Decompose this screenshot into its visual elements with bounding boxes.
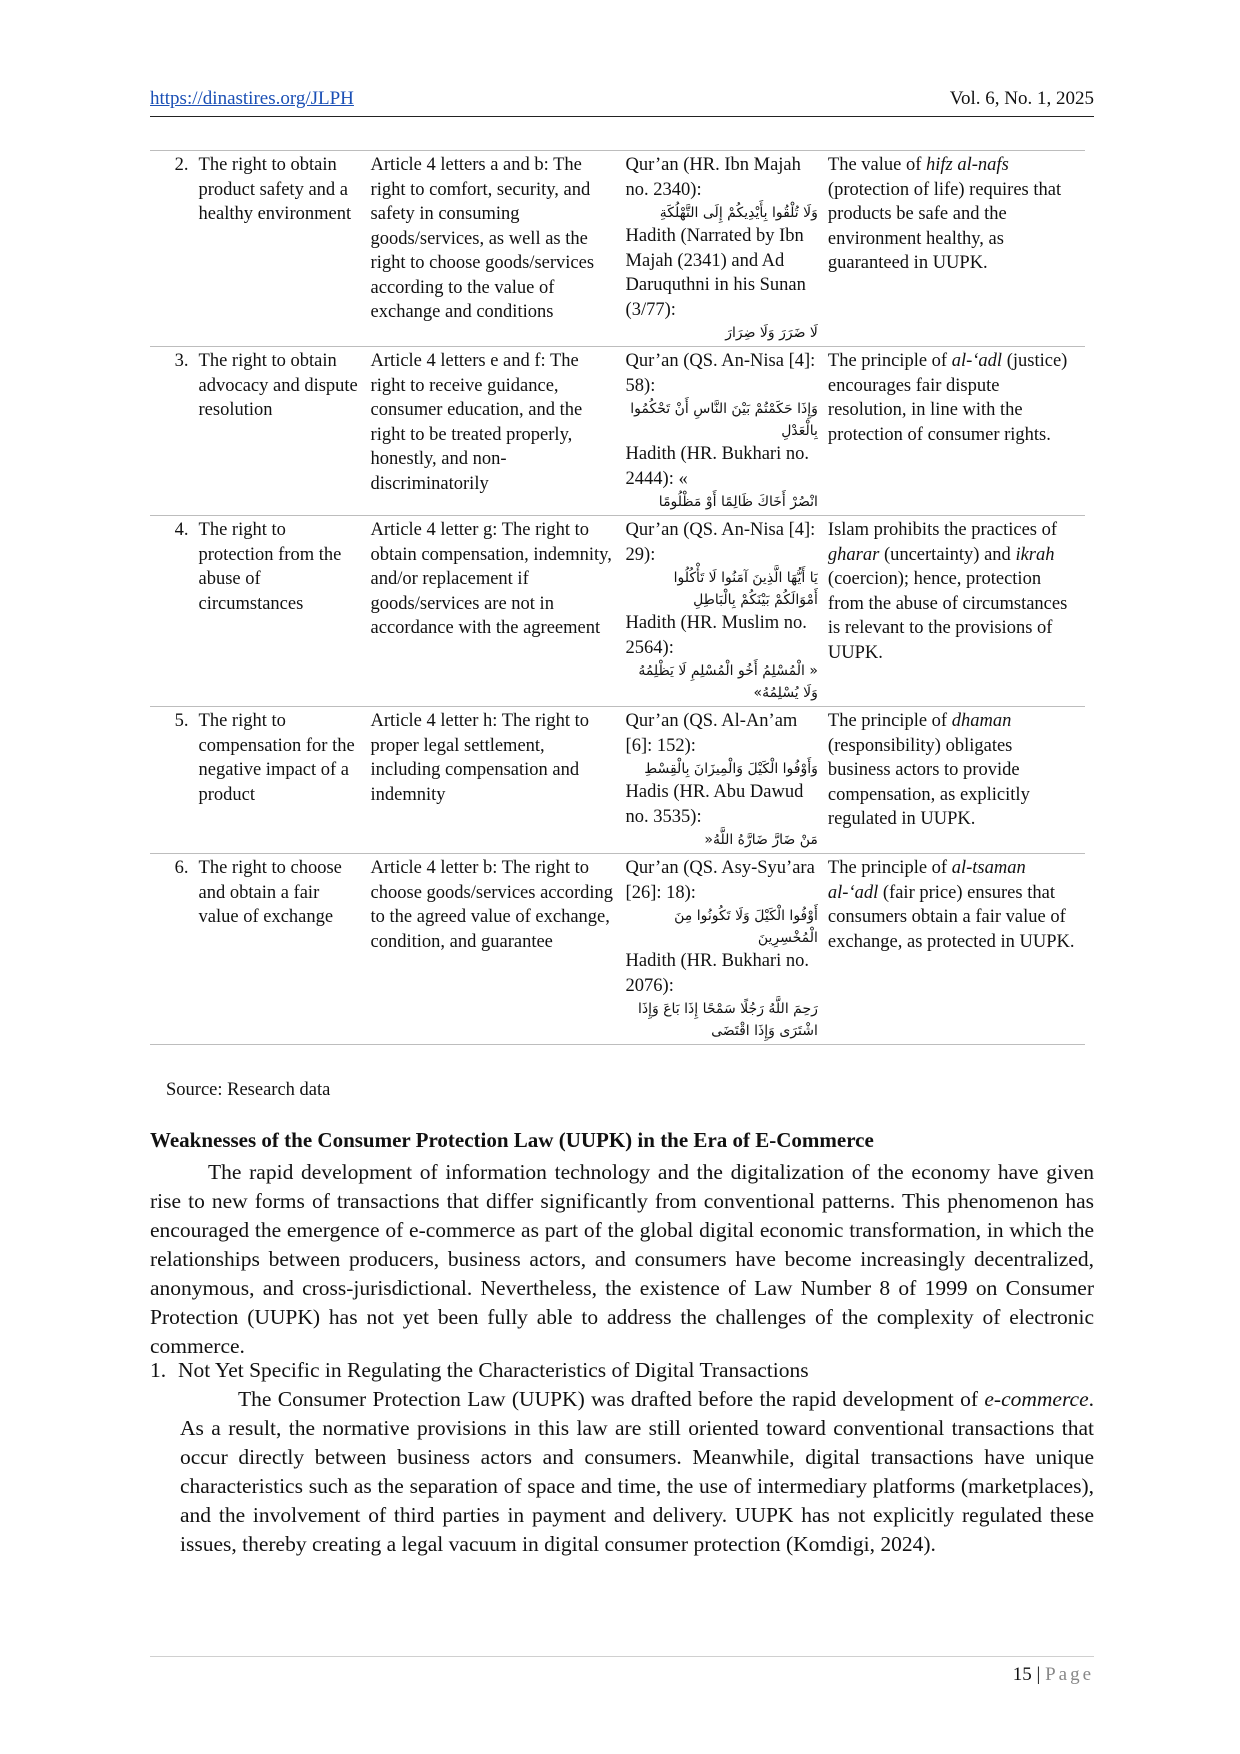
uupk-article-cell: Article 4 letters a and b: The right to comfort, security, and safety in consuming goods/services, as well as the right to choose goods/services according to the value of exchange and conditions (367, 151, 622, 347)
quran-arabic-text: أَوْفُوا الْكَيْلَ وَلَا تَكُونُوا مِنَ الْمُخْسِرِينَ (674, 908, 818, 946)
row-number: 4. (150, 516, 195, 707)
hadith-reference: Hadith (Narrated by Ibn Majah (2341) and Ad Daruquthni in his Sunan (3/77): (625, 226, 806, 320)
consumer-right-cell: The right to choose and obtain a fair value of exchange (195, 854, 367, 1045)
table-row (150, 707, 1085, 854)
uupk-article-cell: Article 4 letter g: The right to obtain compensation, indemnity, and/or replacement if goods/services are not in accordance with the agreement (367, 516, 622, 707)
islamic-source-cell (622, 854, 824, 1045)
value-term: dhaman (951, 711, 1012, 731)
hadith-reference: Hadith (HR. Bukhari no. 2444): « (625, 444, 809, 489)
islamic-value-cell: The value of hifz al-nafs (protection of life) requires that products be safe and the environment healthy, as guaranteed in UUPK. (824, 151, 1085, 347)
consumer-right-cell: The right to compensation for the negative impact of a product (195, 707, 367, 854)
table-row (150, 854, 1085, 1045)
page-footer (1013, 1664, 1094, 1686)
hadith-reference: Hadith (HR. Muslim no. 2564): (625, 613, 807, 658)
hadith-arabic-text: لَا ضَرَرَ وَلَا ضِرَارَ (725, 325, 818, 341)
islamic-value-cell: The principle of al-‘adl (justice) encourages fair dispute resolution, in line with the protection of consumer rights. (824, 347, 1085, 516)
quran-arabic-text: وَإِذَا حَكَمْتُمْ بَيْنَ النَّاسِ أَنْ تَحْكُمُوا بِالْعَدْلِ (630, 401, 818, 439)
rights-comparison-table (150, 150, 1085, 1045)
row-number: 2. (150, 151, 195, 347)
value-term: gharar (827, 544, 880, 565)
quran-reference: Qur’an (QS. Asy-Syu’ara [26]: 18): (625, 858, 815, 903)
journal-url-link[interactable]: https://dinastires.org/JLPH (150, 88, 354, 109)
islamic-value-cell: Islam prohibits the practices of gharar (uncertainty) and ikrah (coercion); hence, protection from the abuse of circumstances is relevant to the provisions of UUPK. (824, 516, 1085, 707)
quran-arabic-text: وَلَا تُلْقُوا بِأَيْدِيكُمْ إِلَى التَّهْلُكَةِ (659, 205, 818, 221)
islamic-value-cell: The principle of al-tsaman al-‘adl (fair price) ensures that consumers obtain a fair value of exchange, as protected in UUPK. (824, 854, 1085, 1045)
quran-reference: Qur’an (QS. An-Nisa [4]: 29): (625, 520, 816, 565)
islamic-value-cell: The principle of dhaman (responsibility) obligates business actors to provide compensation, as explicitly regulated in UUPK. (824, 707, 1085, 854)
hadith-arabic-text: رَحِمَ اللَّهُ رَجُلًا سَمْحًا إِذَا بَاعَ وَإِذَا اشْتَرَى وَإِذَا اقْتَضَى (637, 1001, 818, 1039)
section-paragraph: The rapid development of information technology and the digitalization of the economy have given rise to new forms of transactions that differ significantly from conventional patterns. This phenomenon has encouraged the emergence of e-commerce as part of the global digital economic transformation, in which the relationships between producers, business actors, and consumers have become increasingly decentralized, anonymous, and cross-jurisdictional. Nevertheless, the existence of Law Number 8 of 1999 on Consumer Protection (UUPK) has not yet been fully able to address the challenges of the complexity of electronic commerce. (150, 1160, 1094, 1358)
hadith-arabic-text: مَنْ ضَارَّ ضَارَّهُ اللَّهُ« (704, 832, 818, 848)
table-row (150, 516, 1085, 707)
section-heading: Weaknesses of the Consumer Protection Law (UUPK) in the Era of E-Commerce (150, 1128, 874, 1152)
table-row (150, 347, 1085, 516)
page-separator: | (1036, 1664, 1041, 1685)
value-term-2: ikrah (1015, 544, 1055, 565)
list-item-heading (150, 1356, 809, 1385)
consumer-right-cell: The right to obtain advocacy and dispute resolution (195, 347, 367, 516)
list-item-number: 1. (150, 1358, 167, 1382)
hadith-arabic-text: « الْمُسْلِمُ أَخُو الْمُسْلِمِ لَا يَظْلِمُهُ وَلَا يُسْلِمُهُ» (638, 663, 818, 701)
row-number: 6. (150, 854, 195, 1045)
value-term: hifz al-nafs (926, 155, 1009, 175)
page-label: Page (1045, 1664, 1094, 1685)
volume-info: Vol. 6, No. 1, 2025 (949, 88, 1094, 109)
uupk-article-cell: Article 4 letter h: The right to proper legal settlement, including compensation and indemnity (367, 707, 622, 854)
hadith-arabic-text: انْصُرْ أَخَاكَ ظَالِمًا أَوْ مَظْلُومًا (658, 494, 818, 510)
list-item-title: Not Yet Specific in Regulating the Characteristics of Digital Transactions (178, 1358, 809, 1382)
hadith-reference: Hadis (HR. Abu Dawud no. 3535): (625, 782, 804, 827)
table-source-note: Source: Research data (166, 1080, 331, 1100)
list-item-paragraph: The Consumer Protection Law (UUPK) was drafted before the rapid development of e-commerce. As a result, the normative provisions in this law are still oriented toward conventional transactions that occur directly between business actors and consumers. Meanwhile, digital transactions have unique characteristics such as the separation of space and time, the use of intermediary platforms (marketplaces), and the involvement of third parties in payment and delivery. UUPK has not explicitly regulated these issues, thereby creating a legal vacuum in digital consumer protection (Komdigi, 2024). (180, 1387, 1094, 1556)
running-header (150, 88, 1094, 117)
uupk-article-cell: Article 4 letters e and f: The right to receive guidance, consumer education, and the right to be treated properly, honestly, and non-discriminatorily (367, 347, 622, 516)
emphasis-ecommerce: e-commerce (984, 1387, 1089, 1411)
quran-arabic-text: يَا أَيُّهَا الَّذِينَ آمَنُوا لَا تَأْكُلُوا أَمْوَالَكُمْ بَيْنَكُمْ بِالْبَاطِلِ (673, 570, 818, 608)
value-term: al-‘adl (951, 351, 1003, 371)
row-number: 5. (150, 707, 195, 854)
hadith-reference: Hadith (HR. Bukhari no. 2076): (625, 951, 809, 996)
quran-reference: Qur’an (HR. Ibn Majah no. 2340): (625, 155, 801, 200)
table-row (150, 151, 1085, 347)
row-number: 3. (150, 347, 195, 516)
islamic-source-cell (622, 707, 824, 854)
consumer-right-cell: The right to protection from the abuse of circumstances (195, 516, 367, 707)
uupk-article-cell: Article 4 letter b: The right to choose goods/services according to the agreed value of exchange, condition, and guarantee (367, 854, 622, 1045)
value-term: al-tsaman al-‘adl (827, 858, 1026, 903)
islamic-source-cell (622, 151, 824, 347)
islamic-source-cell (622, 347, 824, 516)
quran-reference: Qur’an (QS. An-Nisa [4]: 58): (625, 351, 816, 396)
islamic-source-cell (622, 516, 824, 707)
consumer-right-cell: The right to obtain product safety and a healthy environment (195, 151, 367, 347)
footer-divider (150, 1656, 1094, 1657)
quran-arabic-text: وَأَوْفُوا الْكَيْلَ وَالْمِيزَانَ بِالْقِسْطِ (644, 761, 818, 777)
quran-reference: Qur’an (QS. Al-An’am [6]: 152): (625, 711, 798, 756)
page-number: 15 (1012, 1664, 1032, 1685)
